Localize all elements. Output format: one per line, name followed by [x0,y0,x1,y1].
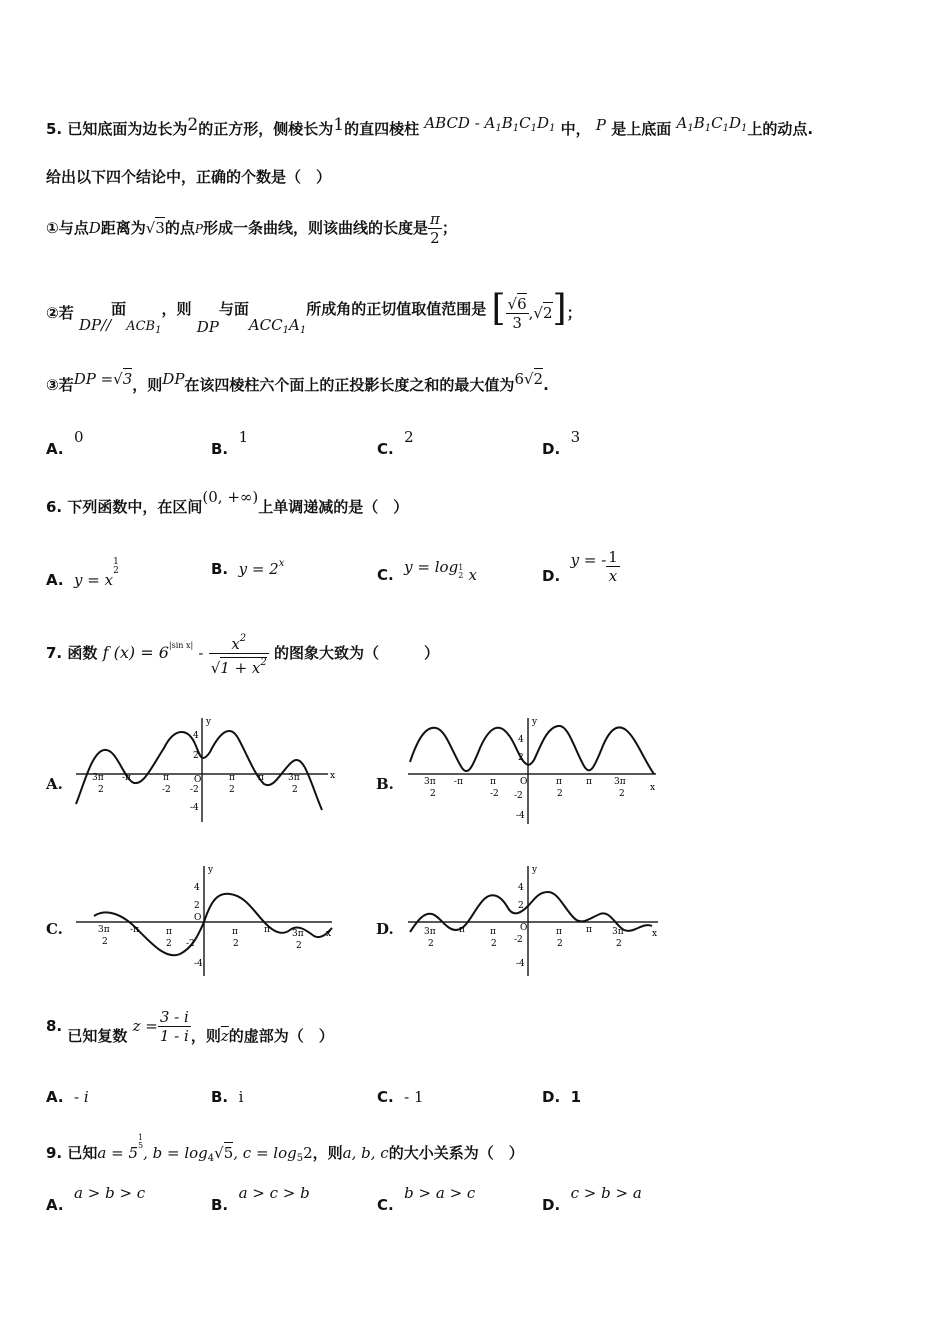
svg-text:x: x [652,929,658,939]
svg-text:O: O [194,775,202,785]
svg-text:3π: 3π [92,773,104,783]
svg-text:2: 2 [166,939,172,949]
svg-text:π: π [556,777,562,787]
svg-text:3π: 3π [612,927,624,937]
svg-text:-π: -π [122,773,131,783]
svg-text:π: π [232,927,238,937]
svg-text:3π: 3π [614,777,626,787]
svg-text:2: 2 [193,751,199,761]
svg-text:y: y [532,717,538,727]
svg-text:π: π [586,777,592,787]
svg-text:-2: -2 [186,939,195,949]
graph-b-label[interactable]: B. [376,775,394,793]
svg-text:π: π [490,927,496,937]
q5-option-c[interactable]: C. 2 [377,428,414,458]
svg-text:O: O [520,923,528,933]
q5-option-d[interactable]: D. 3 [542,428,581,458]
svg-text:π: π [229,773,235,783]
svg-text:x: x [650,783,656,793]
graph-a-curve [76,731,322,810]
svg-text:y: y [208,865,214,875]
svg-text:2: 2 [518,901,524,911]
q7-stem: 7. 函数 f $(x) = 6^{|sin x|}$ - $\frac{x^2}{√1 + x^2}$ 的图象大致为（ ） [46,630,439,677]
svg-text:4: 4 [518,883,524,893]
q5-option-b[interactable]: B. 1 [211,428,249,458]
svg-text:2: 2 [428,939,434,949]
graph-c[interactable] [70,860,338,980]
svg-text:-2: -2 [514,791,523,801]
svg-text:-4: -4 [190,803,199,813]
svg-text:-4: -4 [194,959,203,969]
svg-text:2: 2 [194,901,200,911]
svg-text:2: 2 [296,941,302,951]
svg-text:-2: -2 [162,785,171,795]
svg-text:2: 2 [229,785,235,795]
svg-text:-2: -2 [490,789,499,799]
graph-a-ylabel: y [206,717,212,727]
svg-text:3π: 3π [292,929,304,939]
graph-d-label[interactable]: D. [376,920,394,938]
svg-text:-4: -4 [516,959,525,969]
q6-option-b[interactable]: B. $y = 2^x$ [211,558,285,578]
svg-text:π: π [166,927,172,937]
q9-option-d[interactable]: D. c > b > a [542,1184,642,1214]
svg-text:-π: -π [130,925,139,935]
q9-stem: 9. 已知a = 51 5, $b = \log_4√5$, $c = \log_52$，则a, b, c的大小关系为（ ） [46,1133,524,1164]
svg-text:4: 4 [518,735,524,745]
svg-text:x: x [326,929,332,939]
q9-option-a[interactable]: A. a > b > c [46,1184,146,1214]
q5-statement-3: ③若DP =√3，则DP在该四棱柱六个面上的正投影长度之和的最大值为6√2. [46,370,549,394]
svg-text:3π: 3π [424,777,436,787]
svg-text:4: 4 [193,731,199,741]
svg-text:2: 2 [292,785,298,795]
svg-text:-4: -4 [516,811,525,821]
svg-text:3π: 3π [424,927,436,937]
svg-text:2: 2 [557,939,563,949]
svg-text:y: y [532,865,538,875]
q5-stem-line1: 5. 已知底面为边长为2的正方形，侧棱长为1的直四棱柱 ABCD - $A_1B_1C_1D_1$ 中， P 是上底面 $A_1B_1C_1D_1$上的动点. [46,114,814,138]
q8-option-b[interactable]: B. i [211,1088,244,1106]
q8-option-c[interactable]: C. - 1 [377,1088,424,1106]
q8-option-a[interactable]: A. - i [46,1088,89,1106]
q6-option-a[interactable]: A. y = x1 2 [46,557,119,589]
q8-option-d[interactable]: D. 1 [542,1088,582,1106]
svg-text:O: O [194,913,202,923]
svg-text:2: 2 [98,785,104,795]
svg-text:-2: -2 [514,935,523,945]
q5-statement-1: ①与点D距离为√3的点P形成一条曲线，则该曲线的长度是 $\frac{\pi}{2}$ ； [46,210,457,247]
q5-statement-2: ②若 DP//面$ACB_1$，则 DP与面$ACC_1A_1$所成角的正切值取值范围是 [ $\frac{√6}{3}$ ,√2]； [46,288,582,336]
svg-text:π: π [258,773,264,783]
graph-b[interactable] [404,712,662,827]
svg-text:2: 2 [233,939,239,949]
svg-text:-π: -π [454,777,463,787]
graph-a-xlabel: x [330,771,336,781]
svg-text:-π: -π [456,925,465,935]
svg-text:O: O [520,777,528,787]
graph-b-curve [410,726,654,774]
svg-text:π: π [490,777,496,787]
q9-option-b[interactable]: B. a > c > b [211,1184,310,1214]
svg-text:2: 2 [616,939,622,949]
q8-stem: 8. 已知复数 z = $\frac{3 - i}{1 - i}$ ，则$\overline{z}$的虚部为（ ） [46,1008,334,1045]
svg-text:2: 2 [102,937,108,947]
graph-a-x-axis [76,718,328,822]
svg-text:π: π [586,925,592,935]
q6-option-c[interactable]: C. y = log1 2 x [377,558,477,584]
svg-text:3π: 3π [288,773,300,783]
svg-text:2: 2 [491,939,497,949]
svg-text:2: 2 [557,789,563,799]
svg-text:2: 2 [430,789,436,799]
svg-text:2: 2 [518,753,524,763]
q9-option-c[interactable]: C. b > a > c [377,1184,476,1214]
svg-text:π: π [163,773,169,783]
q5-stem-line2: 给出以下四个结论中，正确的个数是（ ） [46,168,332,186]
graph-d-curve [410,892,652,932]
graph-a-label[interactable]: A. [46,775,63,793]
graph-a[interactable] [70,712,338,827]
svg-text:π: π [556,927,562,937]
svg-text:π: π [264,925,270,935]
svg-text:3π: 3π [98,925,110,935]
svg-text:4: 4 [194,883,200,893]
q6-stem: 6. 下列函数中，在区间(0, +∞)上单调递减的是（ ） [46,488,409,516]
graph-d[interactable] [404,860,662,980]
q6-option-d[interactable]: D. y = - $\frac{1}{x}$ [542,548,618,585]
graph-c-label[interactable]: C. [46,920,63,938]
svg-text:2: 2 [619,789,625,799]
svg-text:-2: -2 [190,785,199,795]
q5-option-a[interactable]: A. 0 [46,428,84,458]
